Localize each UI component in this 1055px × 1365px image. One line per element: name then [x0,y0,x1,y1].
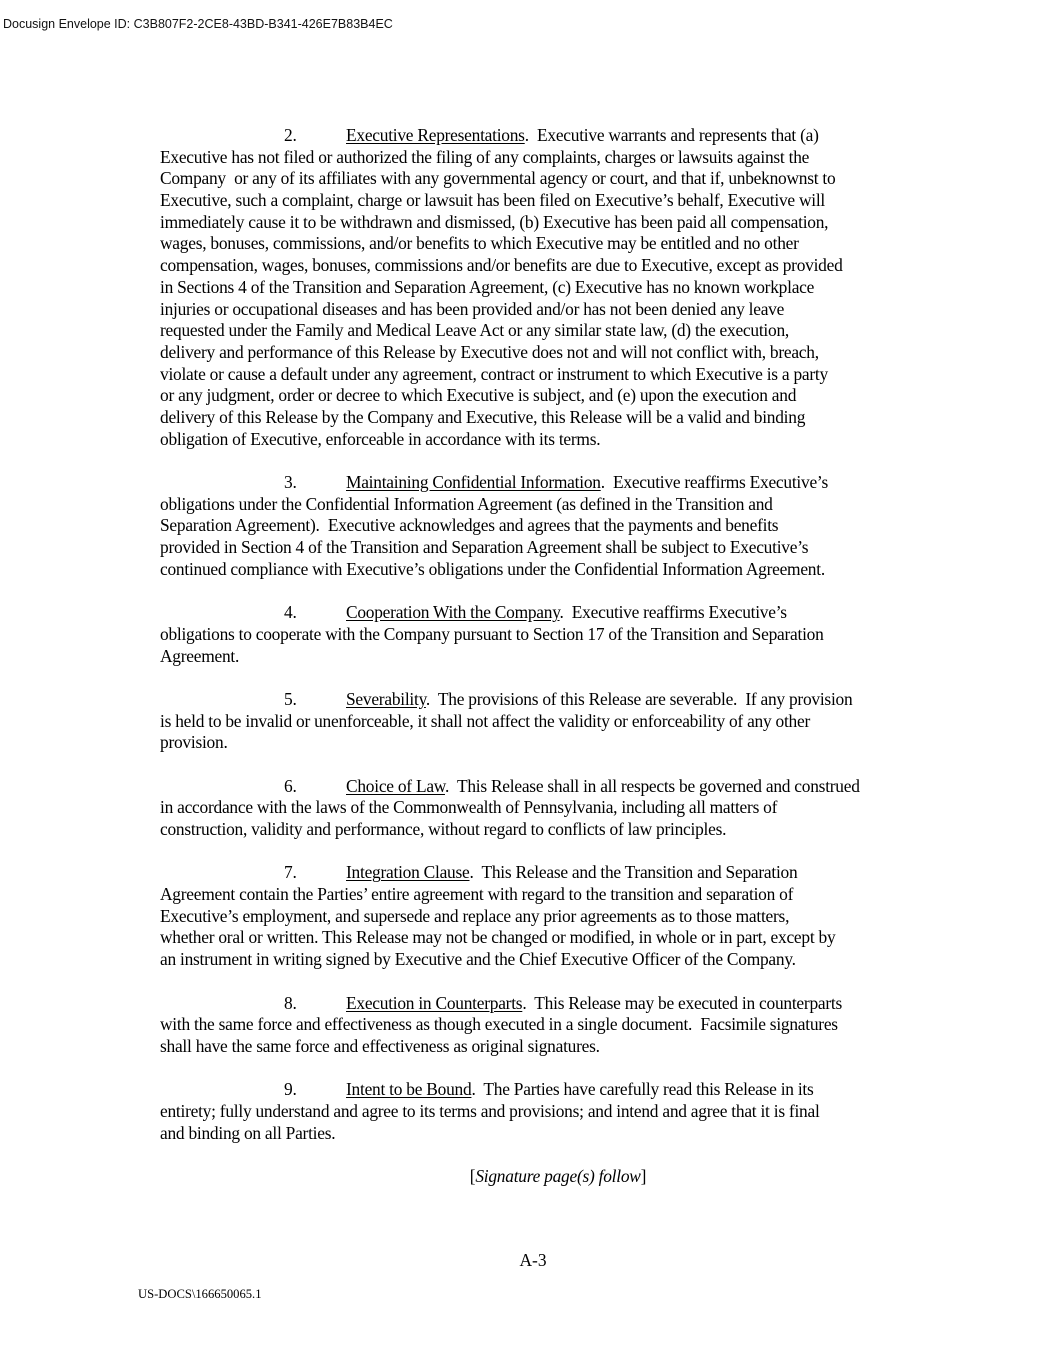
section-heading: Cooperation With the Company [346,602,560,623]
document-body [160,125,950,1188]
section-text-line: and binding on all Parties. [160,1122,336,1143]
signature-note-text: Signature page(s) follow [475,1166,641,1186]
section-3 [160,472,950,580]
section-text: . This Release and the Transition and Separation [469,862,798,883]
section-first-line [160,862,950,884]
section-text-line: Agreement. [160,645,240,666]
section-number: 2. [284,125,297,145]
section-text: . Executive warrants and represents that (a) [524,125,819,145]
section-heading-line [346,125,819,147]
section-number: 8. [284,992,297,1013]
section-heading-line [346,1079,814,1101]
section-heading: Execution in Counterparts [346,992,523,1013]
section-4 [160,602,950,667]
section-text-line: an instrument in writing signed by Executive and the Chief Executive Officer of the Company. [160,949,796,970]
section-first-line [160,1079,950,1101]
page-number: A-3 [519,1250,547,1270]
section-text-line: violate or cause a default under any agreement, contract or instrument to which Executive is a party [160,363,828,384]
section-first-line [160,602,950,624]
section-number: 4. [284,602,297,623]
section-heading: Choice of Law [346,775,445,796]
section-text-line: provision. [160,732,228,753]
section-first-line [160,776,950,798]
section-first-line [160,689,950,711]
section-first-line [160,125,950,147]
section-text-line: Executive has not filed or authorized the filing of any complaints, charges or lawsuits against the [160,146,810,167]
section-text-line: compensation, wages, bonuses, commissions and/or benefits are due to Executive, except as provided [160,255,843,276]
section-text-line: with the same force and effectiveness as though executed in a single document. Facsimile signatures [160,1014,838,1035]
section-first-line [160,993,950,1015]
section-text-line: obligations under the Confidential Information Agreement (as defined in the Transition and [160,493,773,514]
section-text-line: delivery of this Release by the Company and Executive, this Release will be a valid and binding [160,406,806,427]
section-text-line: shall have the same force and effectiveness as original signatures. [160,1035,600,1056]
section-text-line: immediately cause it to be withdrawn and dismissed, (b) Executive has been paid all compensation, [160,211,829,232]
section-text-line: delivery and performance of this Release by Executive does not and will not conflict with, breach, [160,341,819,362]
section-text: . Executive reaffirms Executive’s [600,472,829,492]
section-text-line: Executive’s employment, and supersede and replace any prior agreements as to those matters, [160,905,790,926]
signature-note [160,1166,950,1188]
section-text-line: is held to be invalid or unenforceable, it shall not affect the validity or enforceability of any other [160,710,811,731]
envelope-header: Docusign Envelope ID: C3B807F2-2CE8-43BD-B341-426E7B83B4EC [3,17,393,31]
section-first-line [160,472,950,494]
section-text-line: obligations to cooperate with the Company pursuant to Section 17 of the Transition and Separation [160,623,824,644]
section-heading-line [346,602,787,624]
section-heading: Intent to be Bound [346,1079,472,1100]
section-heading-line [346,689,852,711]
section-2 [160,125,950,450]
section-text-line: in Sections 4 of the Transition and Separation Agreement, (c) Executive has no known workplace [160,276,815,297]
section-5 [160,689,950,754]
document-id: US-DOCS\166650065.1 [138,1287,262,1301]
section-text-line: entirety; fully understand and agree to its terms and provisions; and intend and agree that it is final [160,1100,820,1121]
section-text: . The Parties have carefully read this Release in its [471,1079,814,1100]
section-text: . Executive reaffirms Executive’s [559,602,787,623]
section-number: 9. [284,1079,297,1100]
section-text: . This Release shall in all respects be governed and construed [444,775,860,796]
section-number: 7. [284,862,297,883]
section-number: 5. [284,688,297,709]
section-text-line: wages, bonuses, commissions, and/or benefits to which Executive may be entitled and no other [160,233,799,254]
section-6 [160,776,950,841]
section-7 [160,862,950,970]
section-text-line: Executive, such a complaint, charge or lawsuit has been filed on Executive’s behalf, Executive will [160,190,826,211]
section-text-line: Agreement contain the Parties’ entire agreement with regard to the transition and separation of [160,884,794,905]
section-number: 6. [284,775,297,796]
section-9 [160,1079,950,1144]
section-number: 3. [284,472,297,492]
section-heading-line [346,862,797,884]
section-text-line: obligation of Executive, enforceable in accordance with its terms. [160,428,601,449]
section-heading-line [346,776,860,798]
section-text: . This Release may be executed in counterparts [522,992,842,1013]
section-text-line: continued compliance with Executive’s obligations under the Confidential Information Agreement. [160,558,825,579]
bracket-open: [ [469,1166,476,1186]
section-heading-line [346,993,842,1015]
section-heading-line [346,472,828,494]
section-heading: Severability [346,688,426,709]
bracket-close: ] [640,1166,647,1186]
section-text-line: in accordance with the laws of the Commonwealth of Pennsylvania, including all matters of [160,797,778,818]
section-heading: Integration Clause [346,862,470,883]
section-text-line: requested under the Family and Medical Leave Act or any similar state law, (d) the execution, [160,320,789,341]
section-text-line: provided in Section 4 of the Transition and Separation Agreement shall be subject to Executive’s [160,537,809,558]
section-text-line: whether oral or written. This Release may not be changed or modified, in whole or in part, except by [160,927,836,948]
section-heading: Maintaining Confidential Information [346,472,601,492]
section-text-line: Separation Agreement). Executive acknowledges and agrees that the payments and benefits [160,515,779,536]
section-8 [160,993,950,1058]
section-text-line: injuries or occupational diseases and has been provided and/or has not been denied any leave [160,298,785,319]
section-text: . The provisions of this Release are severable. If any provision [425,688,853,709]
section-text-line: Company or any of its affiliates with any governmental agency or court, and that if, unbeknownst to [160,168,836,189]
section-text-line: construction, validity and performance, without regard to conflicts of law principles. [160,819,727,839]
section-text-line: or any judgment, order or decree to which Executive is subject, and (e) upon the execution and [160,385,797,406]
section-heading: Executive Representations [346,125,525,145]
